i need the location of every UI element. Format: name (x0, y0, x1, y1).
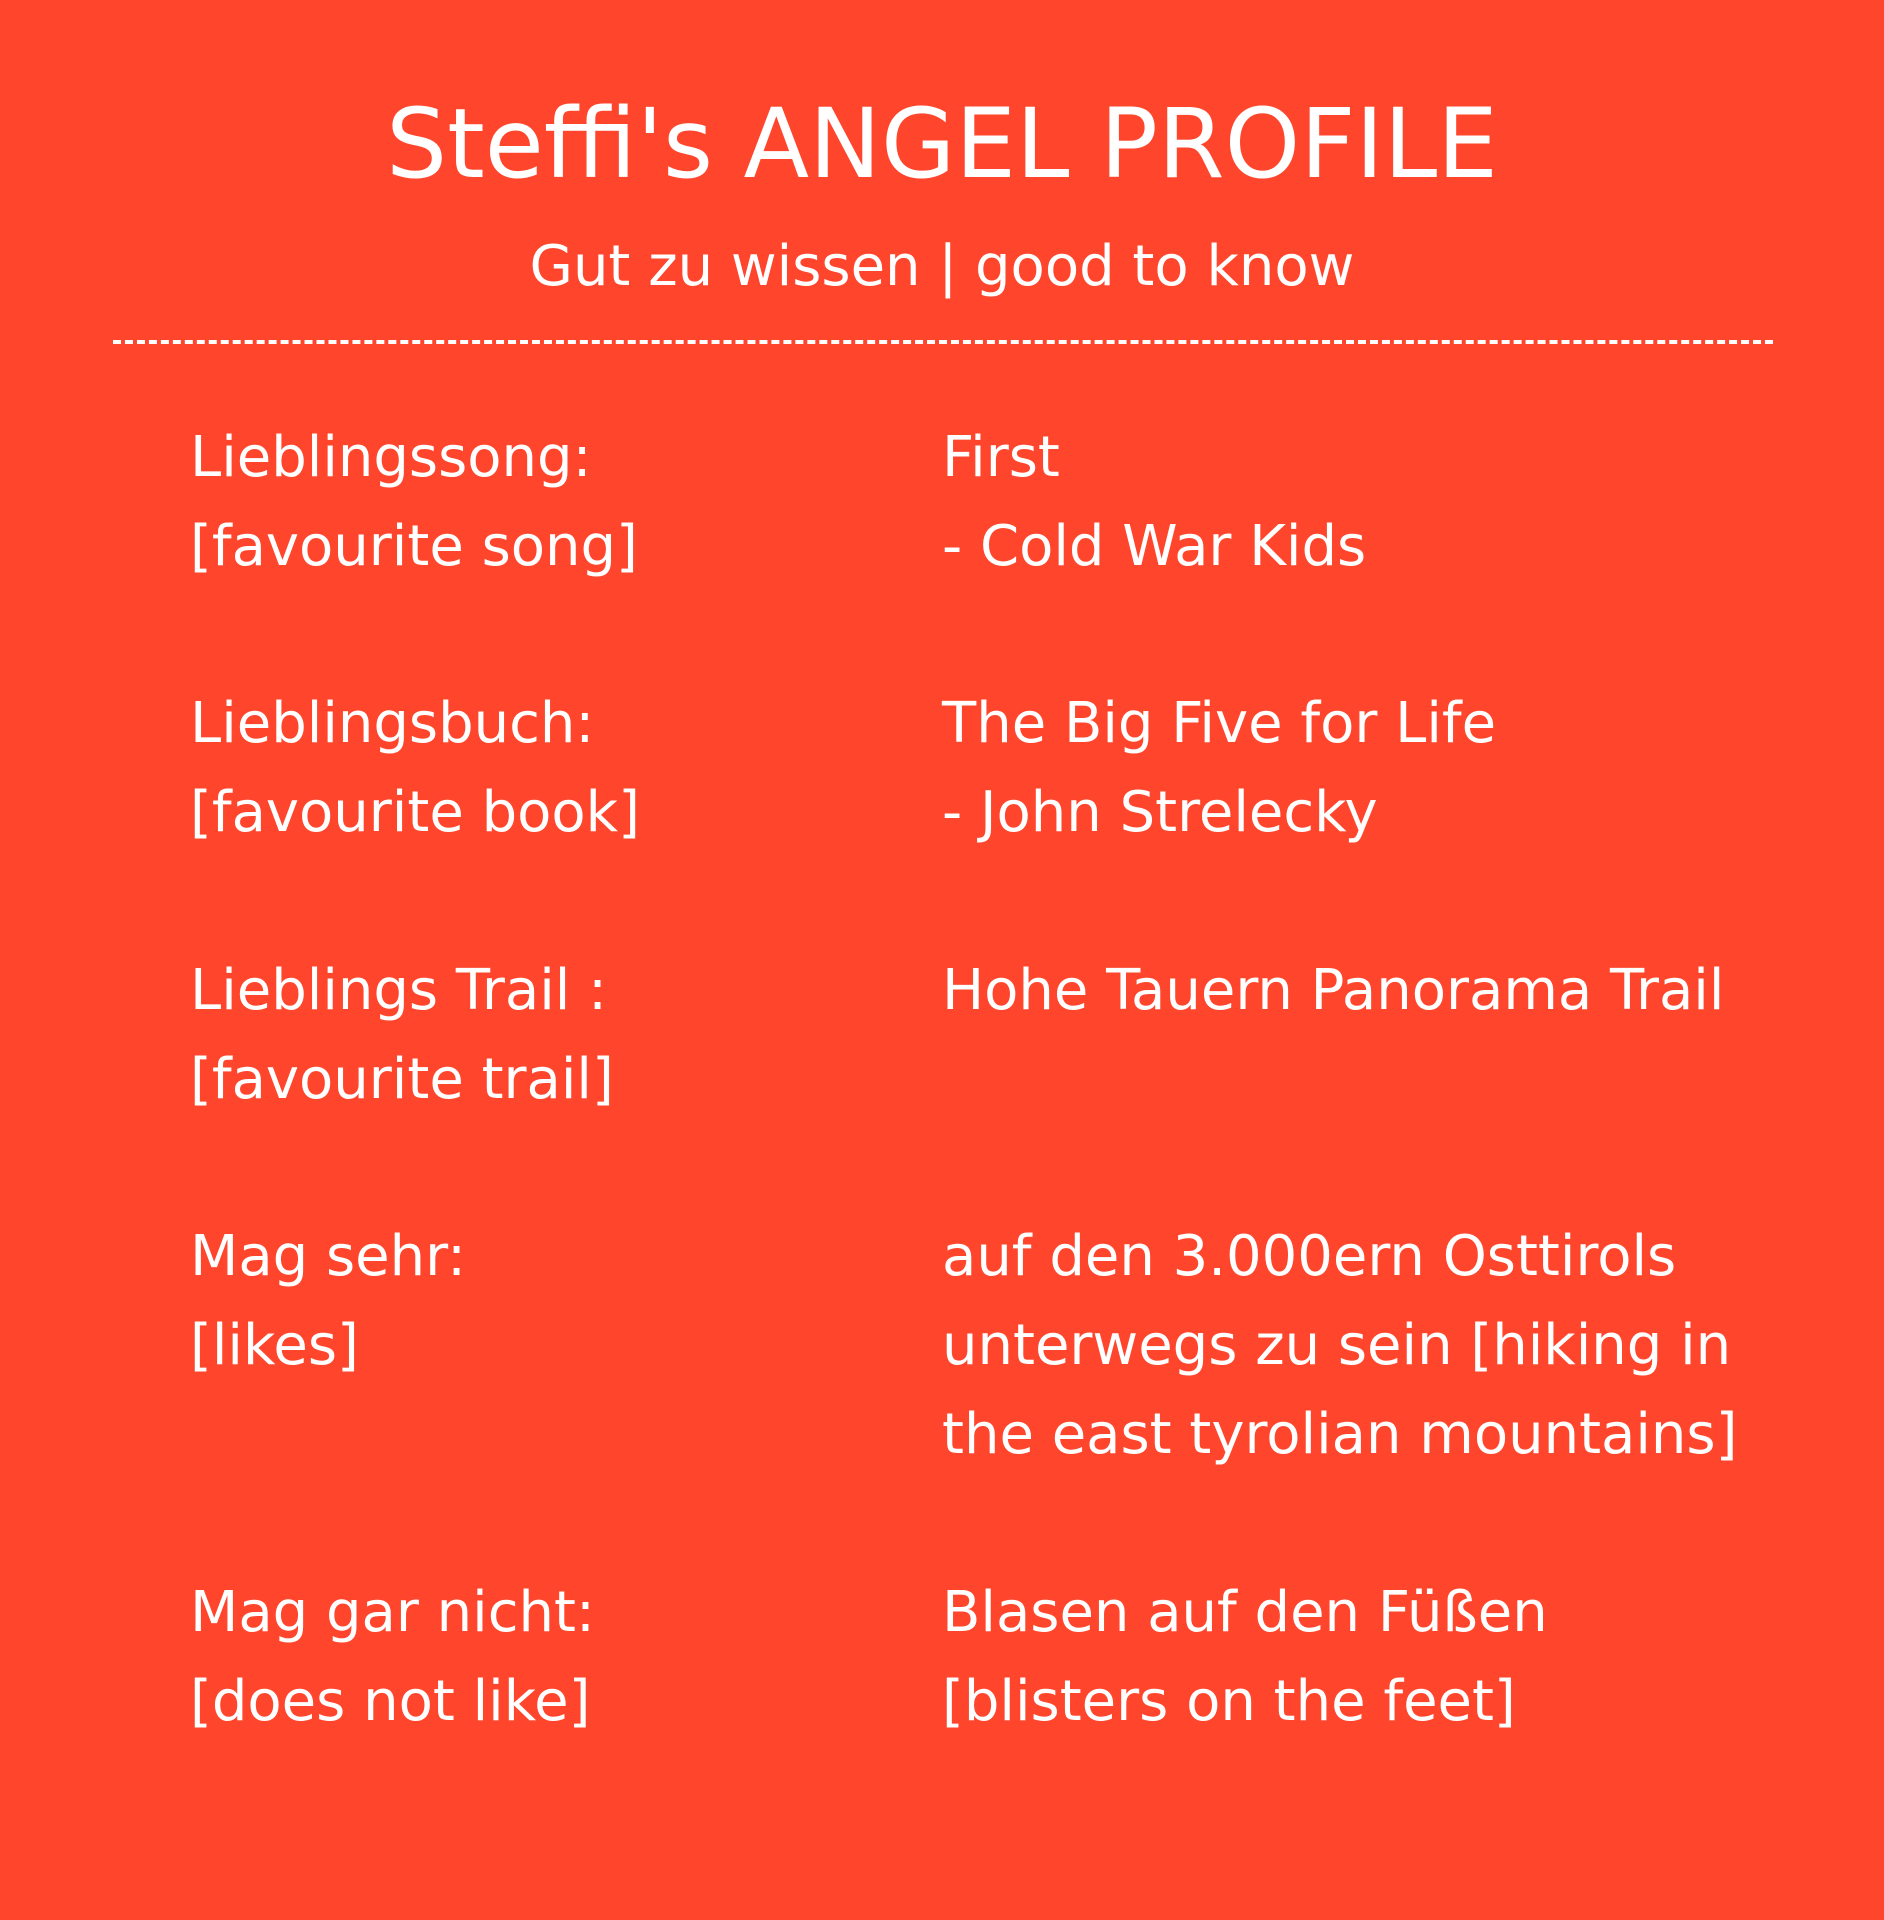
label-english: [favourite book] (190, 780, 640, 845)
profile-value (942, 679, 1496, 857)
label-german: Lieblingssong: (190, 425, 592, 490)
value-line: unterwegs zu sein [hiking in (942, 1313, 1732, 1378)
value-line: [blisters on the feet] (942, 1669, 1516, 1734)
value-line: the east tyrolian mountains] (942, 1402, 1738, 1467)
label-german: Mag gar nicht: (190, 1580, 595, 1645)
value-line: - Cold War Kids (942, 514, 1367, 579)
label-english: [does not like] (190, 1669, 591, 1734)
profile-value (942, 1568, 1548, 1746)
value-line: First (942, 425, 1060, 490)
value-line: - John Strelecky (942, 780, 1378, 845)
profile-label (190, 946, 614, 1124)
label-german: Mag sehr: (190, 1224, 467, 1289)
profile-label (190, 679, 640, 857)
profile-value (942, 413, 1366, 591)
profile-label (190, 1568, 595, 1746)
value-line: Blasen auf den Füßen (942, 1580, 1548, 1645)
value-line: The Big Five for Life (942, 691, 1497, 756)
profile-value (942, 946, 1724, 1035)
label-german: Lieblings Trail : (190, 958, 607, 1023)
page-subtitle: Gut zu wissen | good to know (529, 234, 1355, 299)
label-english: [favourite trail] (190, 1047, 614, 1112)
value-line: Hohe Tauern Panorama Trail (942, 958, 1725, 1023)
value-line: auf den 3.000ern Osttirols (942, 1224, 1677, 1289)
label-english: [favourite song] (190, 514, 638, 579)
dashed-divider (113, 340, 1773, 344)
label-german: Lieblingsbuch: (190, 691, 595, 756)
profile-label (190, 413, 638, 591)
profile-label (190, 1212, 466, 1390)
profile-value (942, 1212, 1737, 1479)
page-title: Steffi's ANGEL PROFILE (386, 88, 1498, 200)
label-english: [likes] (190, 1313, 359, 1378)
